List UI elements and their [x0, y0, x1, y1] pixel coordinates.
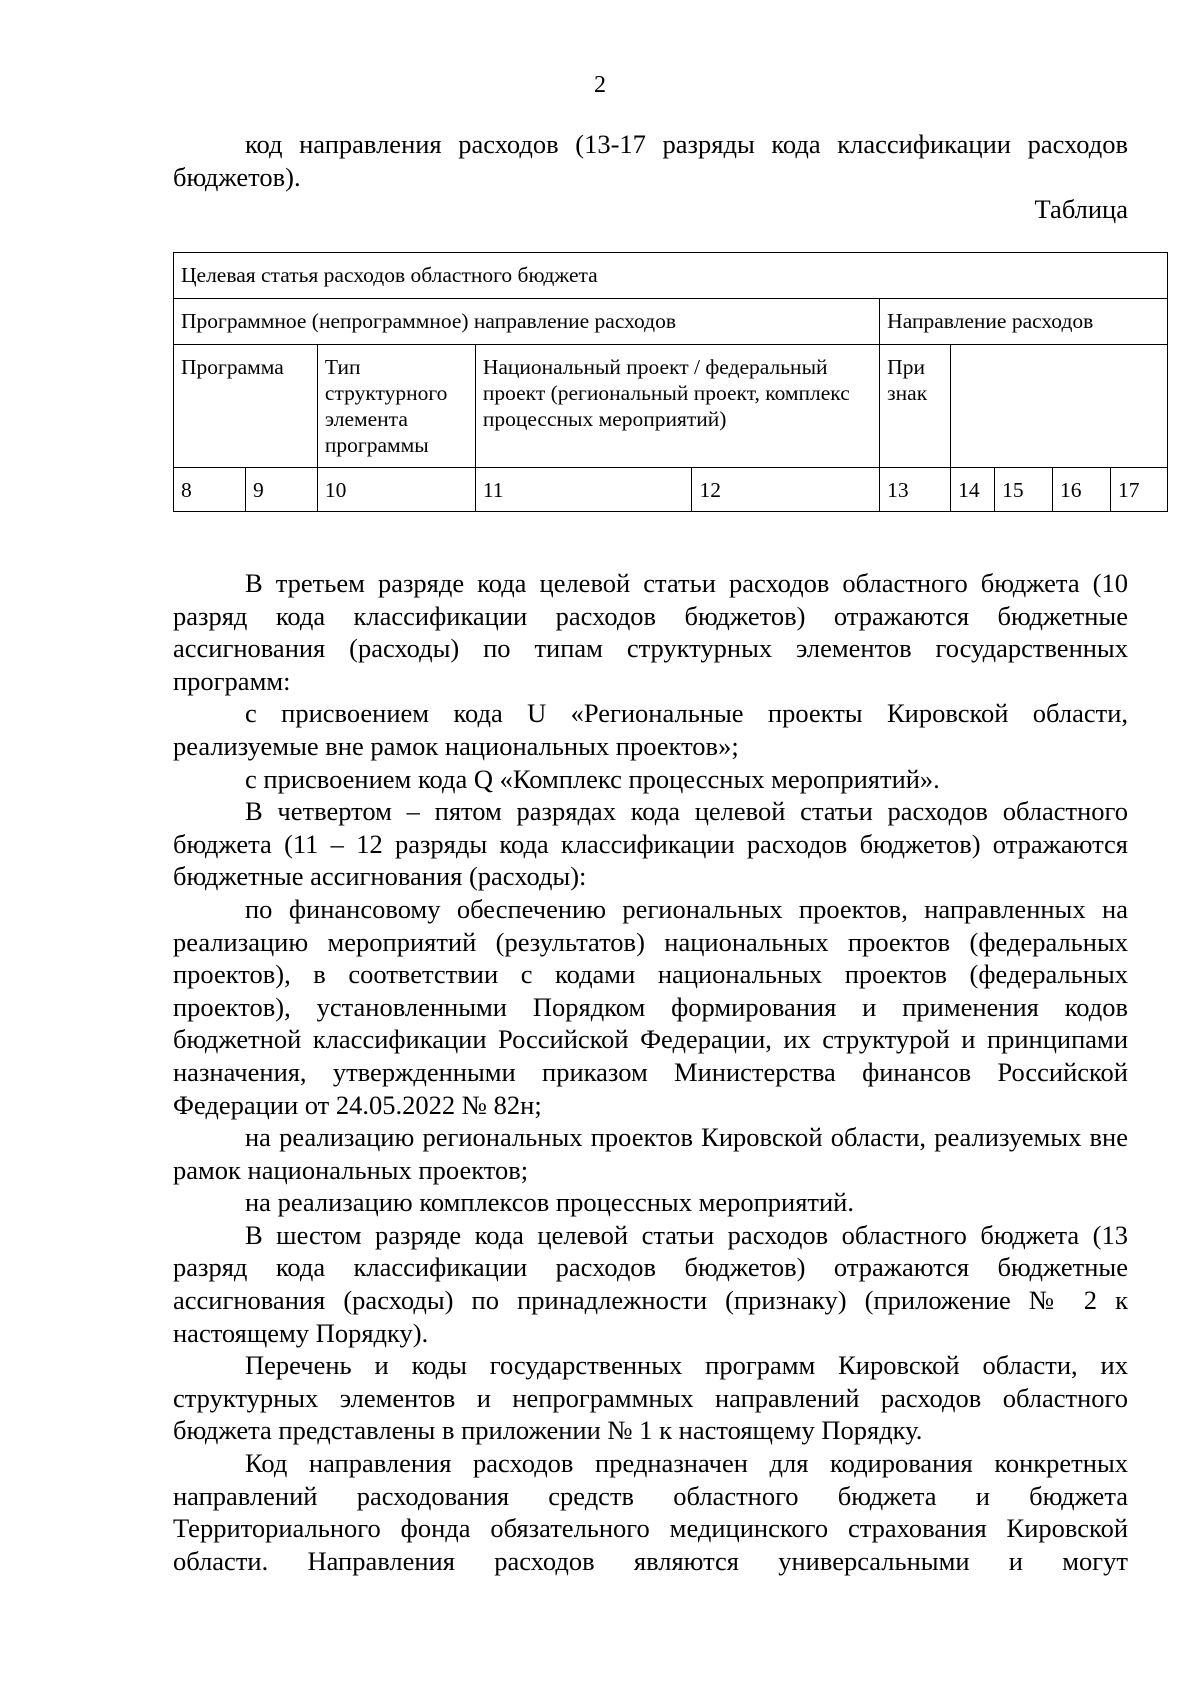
expense-direction-header: Направление расходов — [880, 299, 1168, 345]
national-project-header: Национальный проект / федеральный проект (региональный проект, комплекс процессных мероприятий) — [475, 345, 879, 468]
digit-cell: 15 — [995, 468, 1053, 512]
paragraph: на реализацию региональных проектов Кировской области, реализуемых вне рамок национальных проектов; — [173, 1122, 1128, 1185]
table-row — [174, 345, 1168, 468]
paragraph: Перечень и коды государственных программ Кировской области, их структурных элементов и непрограммных направлений расходов областного бюджета представлены в приложении № 1 к настоящему Порядку. — [173, 1350, 1128, 1446]
classification-table — [173, 252, 1168, 512]
digit-cell: 9 — [245, 468, 317, 512]
page-number: 2 — [594, 72, 606, 98]
digit-cell: 17 — [1110, 468, 1167, 512]
intro-paragraph: код направления расходов (13-17 разряды кода классификации расходов бюджетов). — [173, 129, 1128, 192]
paragraph: Код направления расходов предназначен для кодирования конкретных направлений расходования средств областного бюджета и бюджета Территориального фонда обязательного медицинского страхования Кировской области. Направления расходов являются универсальными и могут — [173, 1448, 1128, 1576]
digit-cell: 12 — [692, 468, 880, 512]
structural-type-header: Тип структурного элемента программы — [317, 345, 475, 468]
digit-cell: 13 — [880, 468, 951, 512]
paragraph: с присвоением кода U «Региональные проекты Кировской области, реализуемые вне рамок национальных проектов»; — [173, 698, 1128, 761]
table-row — [174, 299, 1168, 345]
digit-cell: 14 — [951, 468, 995, 512]
digit-cell: 16 — [1053, 468, 1111, 512]
body-text-block — [173, 567, 1128, 1577]
program-direction-header: Программное (непрограммное) направление расходов — [174, 299, 880, 345]
digit-cell: 11 — [475, 468, 692, 512]
target-article-header: Целевая статья расходов областного бюджета — [174, 253, 1168, 299]
empty-cell — [951, 345, 1168, 468]
table-caption: Таблица — [1034, 194, 1128, 224]
digit-cell: 10 — [317, 468, 475, 512]
program-header: Программа — [174, 345, 318, 468]
paragraph: на реализацию комплексов процессных мероприятий. — [245, 1187, 854, 1218]
digits-row — [174, 468, 1168, 512]
sign-header: При знак — [880, 345, 951, 468]
paragraph: В шестом разряде кода целевой статьи расходов областного бюджета (13 разряд кода классификации расходов бюджетов) отражаются бюджетные ассигнования (расходы) по принадлежности (признаку) (приложение № 2 к настоящему Порядку). — [173, 1219, 1128, 1348]
paragraph: В четвертом – пятом разрядах кода целевой статьи расходов областного бюджета (11 – 12 разряды кода классификации расходов бюджетов) отражаются бюджетные ассигнования (расходы): — [173, 796, 1128, 892]
table-row — [174, 253, 1168, 299]
digit-cell: 8 — [174, 468, 246, 512]
paragraph: по финансовому обеспечению региональных проектов, направленных на реализацию мероприятий (результатов) национальных проектов (федеральных проектов), в соответствии с кодами национальных проектов (федеральных проектов), установленными Порядком формирования и применения кодов бюджетной классификации Российской Федерации, их структурой и принципами назначения, утвержденными приказом Министерства финансов Российской Федерации от 24.05.2022 № 82н; — [173, 893, 1128, 1120]
intro-text-block — [173, 128, 1128, 193]
paragraph: с присвоением кода Q «Комплекс процессных мероприятий». — [245, 763, 940, 794]
paragraph: В третьем разряде кода целевой статьи расходов областного бюджета (10 разряд кода классификации расходов бюджетов) отражаются бюджетные ассигнования (расходы) по типам структурных элементов государственных программ: — [173, 568, 1128, 696]
